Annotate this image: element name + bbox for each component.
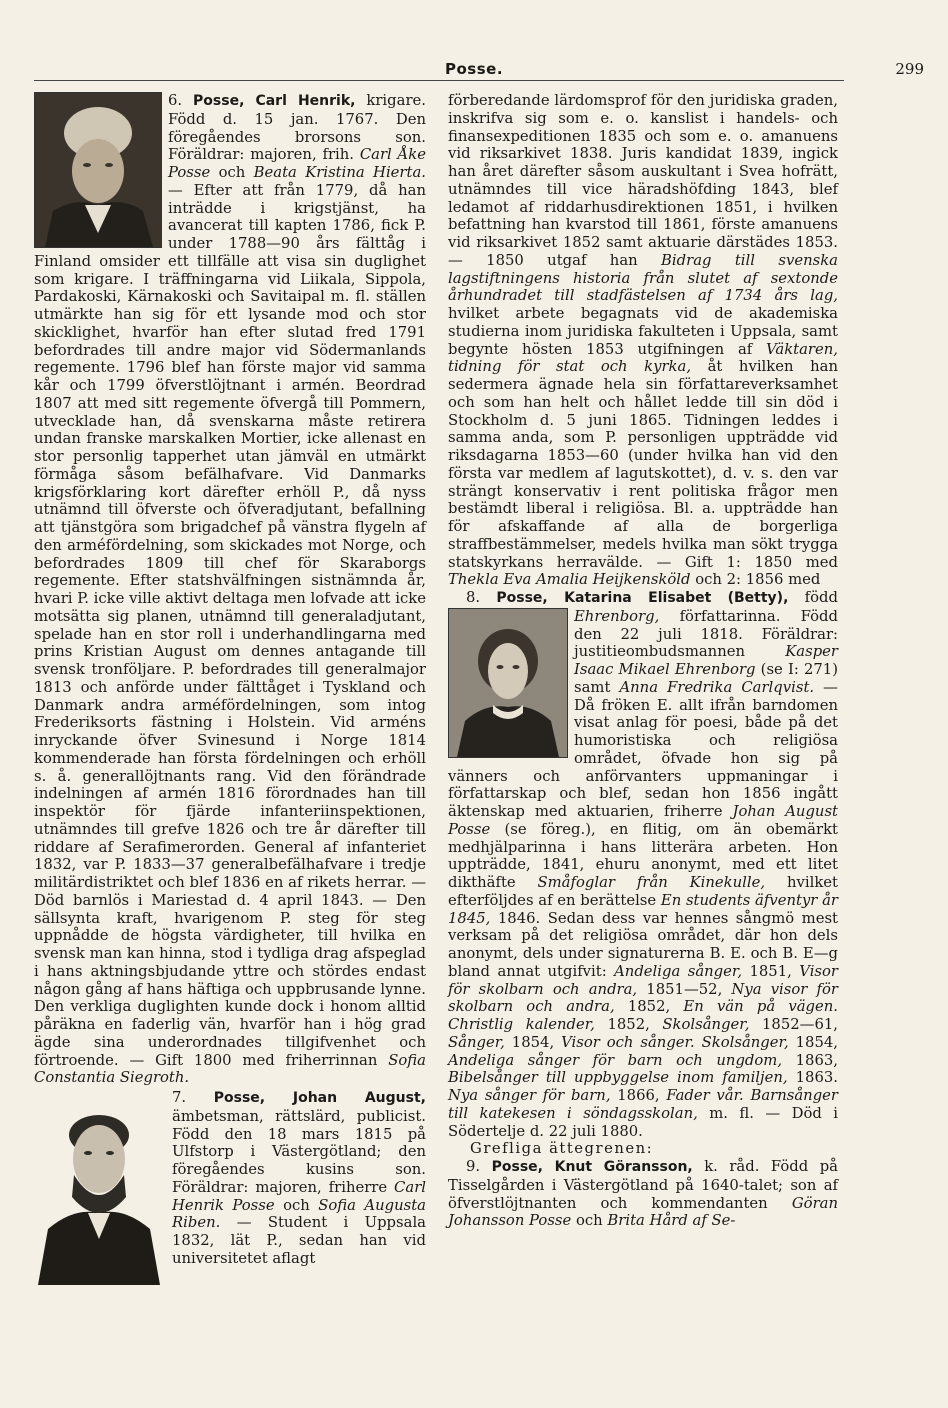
entry-number: 8.	[466, 589, 481, 606]
entry-carl-henrik: 6. Posse, Carl Henrik, krigare. Född d. 15 jan. 1767. Den föregåendes brorsons son. Föräldrar: majoren, frih. Carl Åke Posse och Beata Kristina Hierta. — Efter att från 1779, då han inträdde i krigstjänst, ha avancerat till kapten 1786, fick P. under 1788—90 års fälttåg i Finland omsider ett tillfälle att visa sin duglighet som krigare. I träffningarna vid Liikala, Sippola, Pardakoski, Kärnakoski och Savitaipal m. fl. ställen utmärkte han sig för ett lysande mod och stor skicklighet, hvarför han efter slutad fred 1791 befordrades till andre major vid Södermanlands regemente. 1796 blef han förste major vid samma kår och 1799 öfverstlöjtnant i armén. Beordrad 1807 att med sitt regemente öfvergå till Pommern, utvecklade han, då svenskarna måste retirera undan franske marskalken Mortier, icke allenast en stor personlig tapperhet utan jämväl en utmärkt förmåga såsom befälhafvare. Vid Danmarks krigsförklaring kort därefter erhöll P., då nyss utnämnd till öfverste och öfveradjutant, befallning att tjänstgöra som brigadchef på vänstra flygeln af den arméfördelning, som skickades mot Norge, och befordrades 1809 till chef för Skaraborgs regemente. Efter statshvälfningen sistnämnda år, hvari P. icke ville aktivt deltaga men lofvade att icke motsätta sig planen, utnämnd till generaladjutant, spelade han en stor roll i underhandlingarna med prins Kristian August om dennes antagande till svensk tronföljare. P. befordrades till generalmajor 1813 och anförde under fälttåget i Tyskland och Danmark andra arméfördelningen, som intog Frederiksorts fästning i Holstein. Vid arméns inryckande öfver Svinesund i Norge 1814 kommenderade han första fördelningen och erhöll s. å. generallöjtnants rang. Vid den förändrade indelningen af armén 1816 förordnades han till inspektör för fjärde infanteriinspektionen, utnämndes till grefve 1826 och tre år därefter till riddare af Serafimerorden. General af infanteriet 1832, var P. 1833—37 generalbefälhafvare i tredje militärdistriktet och blef 1836 en af rikets herrar. — Död barnlös i Mariestad d. 4 april 1843. — Den sällsynta kraft, hvarigenom P. steg för steg uppnådde de högsta värdigheter, till hvilka en svensk man kan hinna, stod i tydliga drag afspeglad i hans aktningsbjudande yttre och stördes endast någon gång af hans häftiga och uppbrusande lynne. Den verkliga duglighten kunde dock i honom alltid påräkna en faderlig vän, hvarför han i hög grad ägde sina underordnades tillgifvenhet och förtroende. — Gift 1800 med friherrinnan Sofia Constantia Siegroth.	[34, 92, 426, 1087]
page-number: 299	[895, 60, 924, 78]
portrait-carl-henrik-posse	[34, 92, 162, 248]
entry-number: 6.	[168, 92, 183, 109]
right-column	[448, 92, 838, 1230]
entry-name: Posse, Johan August,	[213, 1090, 426, 1106]
entry-knut-goransson: 9. Posse, Knut Göransson, k. råd. Född på Tisselgården i Västergötland på 1640-talet; son af öfverstlöjtnanten och kommendanten Göran Johansson Posse och Brita Hård af Se-	[448, 1158, 838, 1230]
page-header	[0, 58, 948, 82]
entry-name: Posse, Knut Göransson,	[491, 1159, 693, 1175]
portrait-johan-august-posse	[34, 1089, 164, 1285]
running-title: Posse.	[444, 60, 504, 78]
entry-number: 7.	[172, 1089, 187, 1106]
entry-johan-august-continued: förberedande lärdomsprof för den juridiska graden, inskrifva sig som e. o. kanslist i handels- och finansexpeditionen 1835 och som e. o. amanuens vid riksarkivet 1838. Juris kandidat 1839, ingick han året därefter såsom auskultant i Svea hofrätt, utnämndes till vice häradshöfding 1843, blef ledamot af riddarhusdirektionen 1851, i hvilken befattning han kvarstod till 1861, förste amanuens vid riksarkivet 1852 samt aktuarie därstädes 1853. — 1850 utgaf han Bidrag till svenska lagstiftningens historia från slutet af sextonde århundradet till stadfästelsen af 1734 års lag, hvilket arbete begagnats vid de akademiska studierna inom juridiska fakulteten i Uppsala, samt begynte hösten 1853 utgifningen af Väktaren, tidning för stat och kyrka, åt hvilken han sedermera ägnade hela sin författareverksamhet och som han helt och hållet ledde till sin död i Stockholm d. 5 juni 1865. Tidningen leddes i samma anda, som P. personligen uppträdde vid riksdagarna 1853—60 (under hvilka han vid den första var medlem af lagutskottet), d. v. s. den var strängt konservativ i rent politiska frågor men bestämdt liberal i religiösa. Bl. a. uppträdde han för afskaffande af alla de borgerliga straffbestämmelser, medels hvilka man sökt trygga statskyrkans herravälde. — Gift 1: 1850 med Thekla Eva Amalia Heijkensköld och 2: 1856 med	[448, 92, 838, 589]
entry-name: Posse, Carl Henrik,	[193, 93, 356, 109]
section-heading-grefliga: Grefliga ättegrenen:	[470, 1140, 654, 1158]
header-rule	[34, 80, 844, 81]
left-column	[34, 92, 426, 1287]
entry-name-nickname: (Betty),	[727, 590, 789, 606]
portrait-katarina-elisabet-posse	[448, 608, 568, 758]
entry-katarina-elisabet: 8. Posse, Katarina Elisabet (Betty), född Ehrenborg, författarinna. Född den 22 juli 1818. Föräldrar: justitieombudsmannen Kasper Isaac Mikael Ehrenborg (se I: 271) samt Anna Fredrika Carlqvist. — Då fröken E. allt ifrån barndomen visat anlag för poesi, både på det humoristiska och religiösa området, öfvade hon sig på vänners och anförvanters uppmaningar i författarskap och blef, sedan hon 1856 ingått äktenskap med aktuarien, friherre Johan August Posse (se föreg.), en flitig, om än obemärkt medhjälparinna i hans litterära arbeten. Hon uppträdde, 1841, ehuru anonymt, med ett litet dikthäfte Småfoglar från Kinekulle, hvilket efterföljdes af en berättelse En students äfventyr år 1845, 1846. Sedan dess var hennes sångmö mest verksam på det religiösa området, där hon dels anonymt, dels under signaturerna B. E. och B. E—g bland annat utgifvit: Andeliga sånger, 1851, Visor för skolbarn och andra, 1851—52, Nya visor för skolbarn och andra, 1852, En vän på vägen. Christlig kalender, 1852, Skolsånger, 1852—61, Sånger, 1854, Visor och sånger. Skolsånger, 1854, Andeliga sånger för barn och ungdom, 1863, Bibelsånger till uppbyggelse inom familjen, 1863. Nya sånger för barn, 1866, Fader vår. Barnsånger till katekesen i söndagsskolan, m. fl. — Död i Södertelje d. 22 juli 1880.	[448, 589, 838, 1140]
entry-number: 9.	[466, 1158, 481, 1175]
entry-name: Posse, Katarina Elisabet	[496, 590, 712, 606]
entry-johan-august: 7. Posse, Johan August, ämbetsman, rättslärd, publicist. Född den 18 mars 1815 på Ulfstorp i Västergötland; den föregåendes kusins son. Föräldrar: majoren, friherre Carl Henrik Posse och Sofia Augusta Riben. — Student i Uppsala 1832, lät P., sedan han vid universitetet aflagt	[34, 1089, 426, 1268]
